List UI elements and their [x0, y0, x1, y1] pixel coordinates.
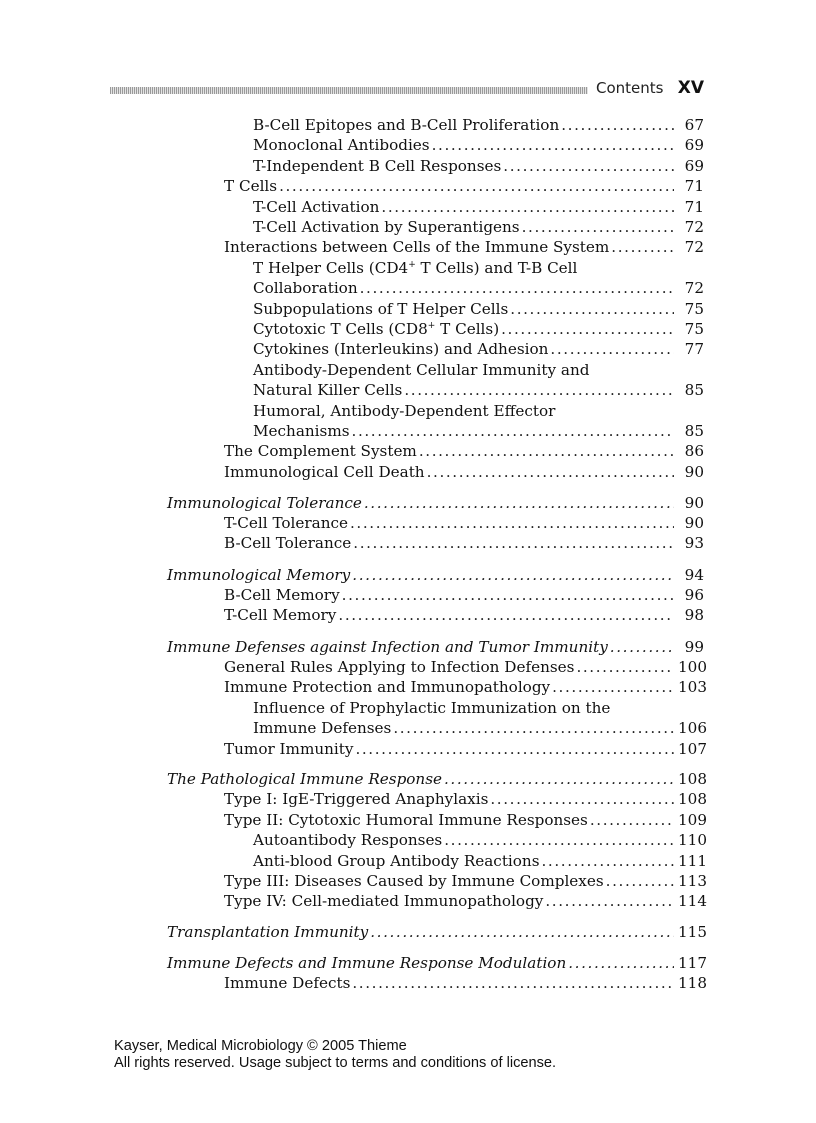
toc-entry[interactable]: [224, 657, 707, 677]
toc-entry-title: Type II: Cytotoxic Humoral Immune Responses: [224, 810, 588, 829]
toc-entry[interactable]: [224, 605, 704, 625]
toc-entry[interactable]: [253, 851, 707, 871]
toc-entry-title: T-Cell Activation: [253, 197, 380, 216]
toc-entry-title: Collaboration: [253, 279, 358, 298]
toc-entry-title: Mechanisms: [253, 422, 350, 440]
toc-entry[interactable]: [253, 299, 704, 319]
toc-entry[interactable]: [224, 789, 707, 809]
toc-entry-title: T Cells: [224, 177, 278, 196]
toc-entry-page: 108: [678, 790, 707, 809]
toc-entry-page: 72: [684, 238, 704, 257]
toc-entry-title: B-Cell Epitopes and B-Cell Proliferation: [253, 116, 560, 134]
toc-entry-page: 111: [678, 851, 707, 870]
toc-section[interactable]: [167, 769, 707, 789]
toc-entry-page: 99: [684, 637, 704, 656]
toc-entry-title: The Complement System: [224, 442, 417, 461]
toc-section[interactable]: [167, 637, 704, 657]
toc-entry-page: 67: [684, 116, 704, 134]
toc-entry-title: Immune Protection and Immunopathology: [224, 678, 551, 697]
toc-entry[interactable]: [224, 677, 707, 697]
toc-entry-page: 75: [684, 299, 704, 318]
toc-entry-page: 86: [684, 442, 704, 461]
toc-entry-continued[interactable]: [253, 401, 704, 421]
toc-entry-page: 118: [678, 974, 707, 993]
toc-entry-title: T-Cell Tolerance: [224, 513, 348, 532]
toc-entry-continued[interactable]: [253, 698, 704, 718]
toc-entry-page: 71: [684, 177, 704, 196]
toc-entry-page: 94: [684, 565, 704, 584]
toc-section-title: Transplantation Immunity: [167, 922, 369, 941]
toc-entry[interactable]: [224, 237, 704, 257]
toc-entry[interactable]: [224, 176, 704, 196]
toc-entry-title: Influence of Prophylactic Immunization on the: [253, 698, 611, 717]
toc-entry-title: Immune Defects: [224, 974, 351, 993]
toc-section[interactable]: [167, 922, 707, 942]
toc-entry-page: 90: [684, 513, 704, 532]
toc-entry-title: Autoantibody Responses: [253, 831, 443, 850]
toc-entry[interactable]: [253, 217, 704, 237]
toc-entry[interactable]: [224, 462, 704, 482]
toc-entry[interactable]: [224, 810, 707, 830]
toc-entry-page: 108: [678, 770, 707, 788]
toc-entry-page: 75: [684, 320, 704, 338]
toc-entry-page: 98: [684, 606, 704, 625]
toc-entry-page: 85: [684, 381, 704, 400]
toc-entry[interactable]: [224, 891, 707, 911]
toc-entry[interactable]: [224, 973, 707, 993]
toc-entry-page: 90: [684, 462, 704, 481]
toc-entry[interactable]: [224, 533, 704, 553]
toc-entry-title: Natural Killer Cells: [253, 381, 403, 400]
toc-entry[interactable]: [253, 278, 704, 298]
toc-entry[interactable]: [253, 830, 707, 850]
toc-entry-page: 90: [684, 493, 704, 512]
toc-entry-title: Cytokines (Interleukins) and Adhesion: [253, 340, 549, 359]
toc-entry-page: 71: [684, 197, 704, 216]
toc-entry[interactable]: [253, 718, 707, 738]
toc-entry-title: T-Independent B Cell Responses: [253, 156, 502, 175]
copyright-footer: [114, 1038, 556, 1072]
toc-entry[interactable]: [253, 380, 704, 400]
toc-entry-page: 100: [678, 657, 707, 676]
toc-entry-page: 109: [678, 810, 707, 829]
toc-entry-title: T-Cell Memory: [224, 606, 337, 625]
toc-section[interactable]: [167, 565, 704, 585]
toc-section-title: Immunological Tolerance: [167, 493, 362, 512]
toc-entry-title: Type I: IgE-Triggered Anaphylaxis: [224, 790, 489, 809]
toc-entry-page: 72: [684, 279, 704, 298]
toc-entry-page: 85: [684, 422, 704, 440]
toc-entry-title: Immunological Cell Death: [224, 462, 425, 481]
toc-entry[interactable]: [224, 585, 704, 605]
toc-entry-continued[interactable]: [253, 258, 704, 278]
toc-entry-continued[interactable]: [253, 360, 704, 380]
header-page-number: XV: [677, 78, 704, 98]
toc-entry[interactable]: [253, 156, 704, 176]
toc-entry-title: Immune Defenses: [253, 719, 392, 738]
toc-entry-title: Humoral, Antibody-Dependent Effector: [253, 401, 556, 420]
toc-entry-title: Antibody-Dependent Cellular Immunity and: [253, 360, 590, 379]
toc-entry[interactable]: [224, 441, 704, 461]
toc-entry-title: Tumor Immunity: [224, 739, 354, 758]
toc-entry-page: 110: [678, 831, 707, 850]
toc-section[interactable]: [167, 953, 707, 973]
toc-entry-page: 115: [678, 922, 707, 941]
toc-entry-page: 72: [684, 218, 704, 236]
toc-entry[interactable]: [224, 871, 707, 891]
toc-entry-page: 69: [684, 156, 704, 175]
toc-entry-page: 96: [684, 585, 704, 604]
toc-entry-page: 117: [678, 954, 707, 972]
header-rule: [110, 87, 588, 94]
toc-section-title: Immune Defects and Immune Response Modulation: [167, 954, 567, 972]
toc-entry-title: B-Cell Tolerance: [224, 534, 352, 553]
toc-entry-title: Interactions between Cells of the Immune System: [224, 238, 610, 257]
footer-line-2: All rights reserved. Usage subject to terms and conditions of license.: [114, 1055, 557, 1071]
toc-entry-title: B-Cell Memory: [224, 585, 340, 604]
toc-entry[interactable]: [253, 115, 704, 135]
table-of-contents: [0, 115, 816, 1005]
toc-entry-title: General Rules Applying to Infection Defenses: [224, 657, 575, 676]
toc-entry[interactable]: [224, 513, 704, 533]
toc-entry-page: 69: [684, 136, 704, 155]
toc-entry-page: 106: [678, 719, 707, 738]
toc-entry[interactable]: [224, 739, 707, 759]
footer-line-1: Kayser, Medical Microbiology © 2005 Thieme: [114, 1038, 407, 1054]
toc-entry-title: Cytotoxic T Cells (CD8+ T Cells): [253, 320, 500, 338]
toc-section-title: Immunological Memory: [167, 565, 351, 584]
toc-section-title: Immune Defenses against Infection and Tumor Immunity: [167, 637, 608, 656]
toc-entry-title: T Helper Cells (CD4+ T Cells) and T-B Cell: [253, 258, 578, 277]
toc-entry-title: Type IV: Cell-mediated Immunopathology: [224, 892, 544, 911]
toc-entry[interactable]: [253, 197, 704, 217]
toc-entry-title: Monoclonal Antibodies: [253, 136, 430, 155]
toc-entry-title: T-Cell Activation by Superantigens: [253, 218, 520, 236]
toc-entry-page: 114: [678, 892, 707, 911]
header-label: Contents: [596, 79, 664, 97]
toc-entry[interactable]: [253, 421, 704, 441]
toc-entry[interactable]: [253, 135, 704, 155]
toc-entry[interactable]: [253, 339, 704, 359]
toc-entry[interactable]: [253, 319, 704, 339]
toc-entry-page: 113: [678, 872, 707, 890]
toc-entry-title: Type III: Diseases Caused by Immune Complexes: [224, 872, 604, 890]
toc-entry-title: Anti-blood Group Antibody Reactions: [253, 851, 540, 870]
toc-entry-page: 93: [684, 534, 704, 553]
toc-entry-title: Subpopulations of T Helper Cells: [253, 299, 509, 318]
toc-entry-page: 77: [684, 340, 704, 359]
toc-entry-page: 103: [678, 678, 707, 697]
toc-section-title: The Pathological Immune Response: [167, 770, 442, 788]
running-header: [110, 78, 704, 100]
toc-section[interactable]: [167, 493, 704, 513]
toc-entry-page: 107: [678, 739, 707, 758]
